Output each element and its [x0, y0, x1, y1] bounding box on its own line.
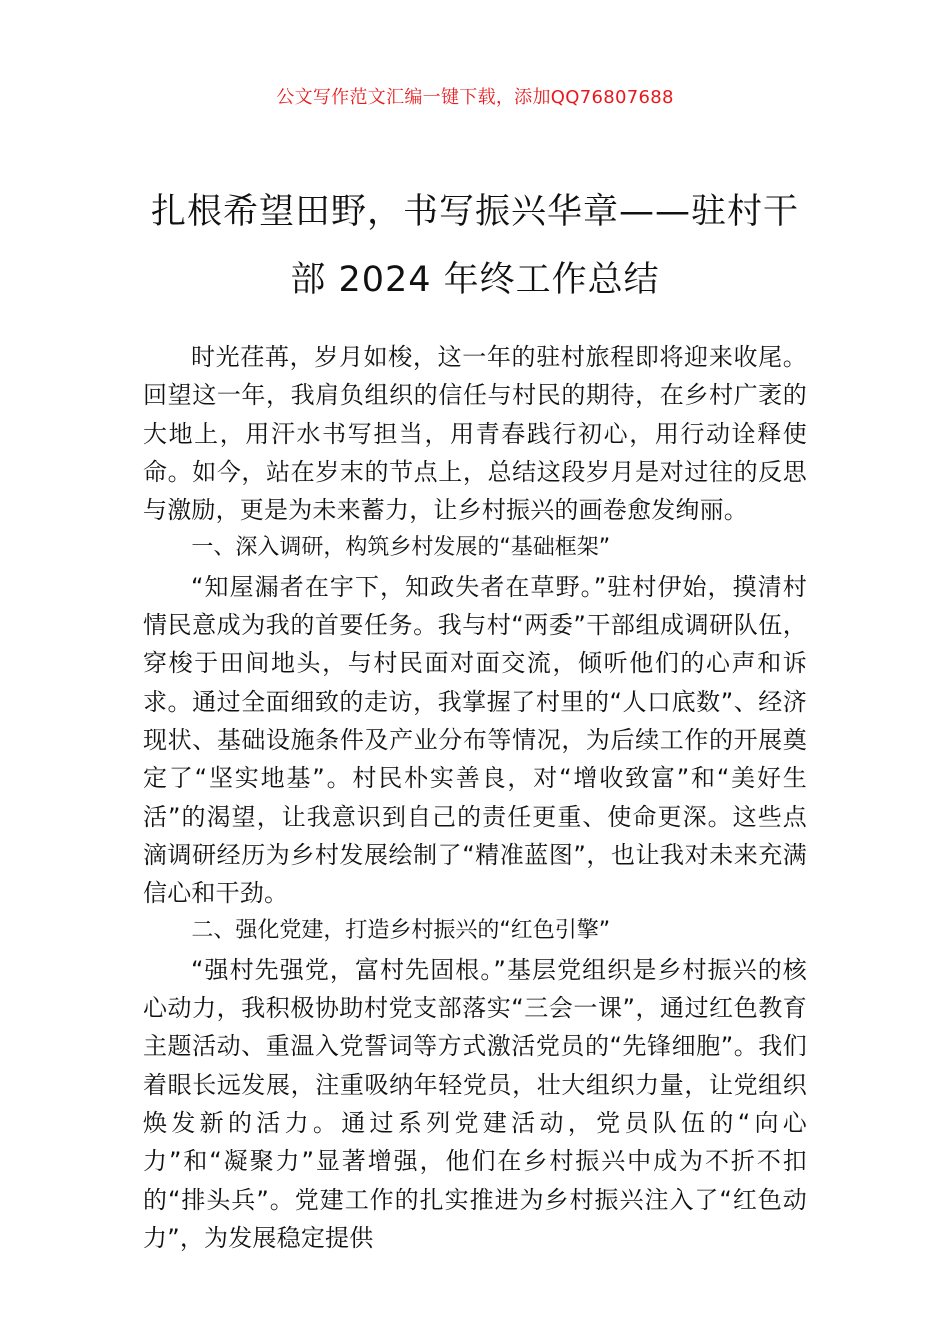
section-2-paragraph: “强村先强党，富村先固根。”基层党组织是乡村振兴的核心动力，我积极协助村党支部落实“三会一课”，通过红色教育主题活动、重温入党誓词等方式激活党员的“先锋细胞”。我们着眼长远发展，注重吸纳年轻党员，壮大组织力量，让党组织焕发新的活力。通过系列党建活动，党员队伍的“向心力”和“凝聚力”显著增强，他们在乡村振兴中成为不折不扣的“排头兵”。党建工作的扎实推进为乡村振兴注入了“红色动力”，为发展稳定提供 [143, 955, 807, 1252]
download-notice: 公文写作范文汇编一键下载，添加QQ76807688 [276, 87, 674, 108]
document-body [143, 338, 807, 1257]
section-1-paragraph: “知屋漏者在宇下，知政失者在草野。”驻村伊始，摸清村情民意成为我的首要任务。我与村“两委”干部组成调研队伍，穿梭于田间地头，与村民面对面交流，倾听他们的心声和诉求。通过全面细致的走访，我掌握了村里的“人口底数”、经济现状、基础设施条件及产业分布等情况，为后续工作的开展奠定了“坚实地基”。村民朴实善良，对“增收致富”和“美好生活”的渴望，让我意识到自己的责任更重、使命更深。这些点滴调研经历为乡村发展绘制了“精准蓝图”，也让我对未来充满信心和干劲。 [143, 572, 807, 908]
title-line-1: 扎根希望田野，书写振兴华章——驻村干 [150, 192, 799, 232]
intro-paragraph: 时光荏苒，岁月如梭，这一年的驻村旅程即将迎来收尾。回望这一年，我肩负组织的信任与村民的期待，在乡村广袤的大地上，用汗水书写担当，用青春践行初心，用行动诠释使命。如今，站在岁末的节点上，总结这段岁月是对过往的反思与激励，更是为未来蓄力，让乡村振兴的画卷愈发绚丽。 [143, 343, 807, 525]
section-2-heading: 二、强化党建，打造乡村振兴的“红色引擎” [191, 918, 611, 944]
section-1-heading: 一、深入调研，构筑乡村发展的“基础框架” [191, 535, 611, 561]
document-title [120, 178, 830, 314]
title-line-2: 部 2024 年终工作总结 [290, 260, 660, 300]
